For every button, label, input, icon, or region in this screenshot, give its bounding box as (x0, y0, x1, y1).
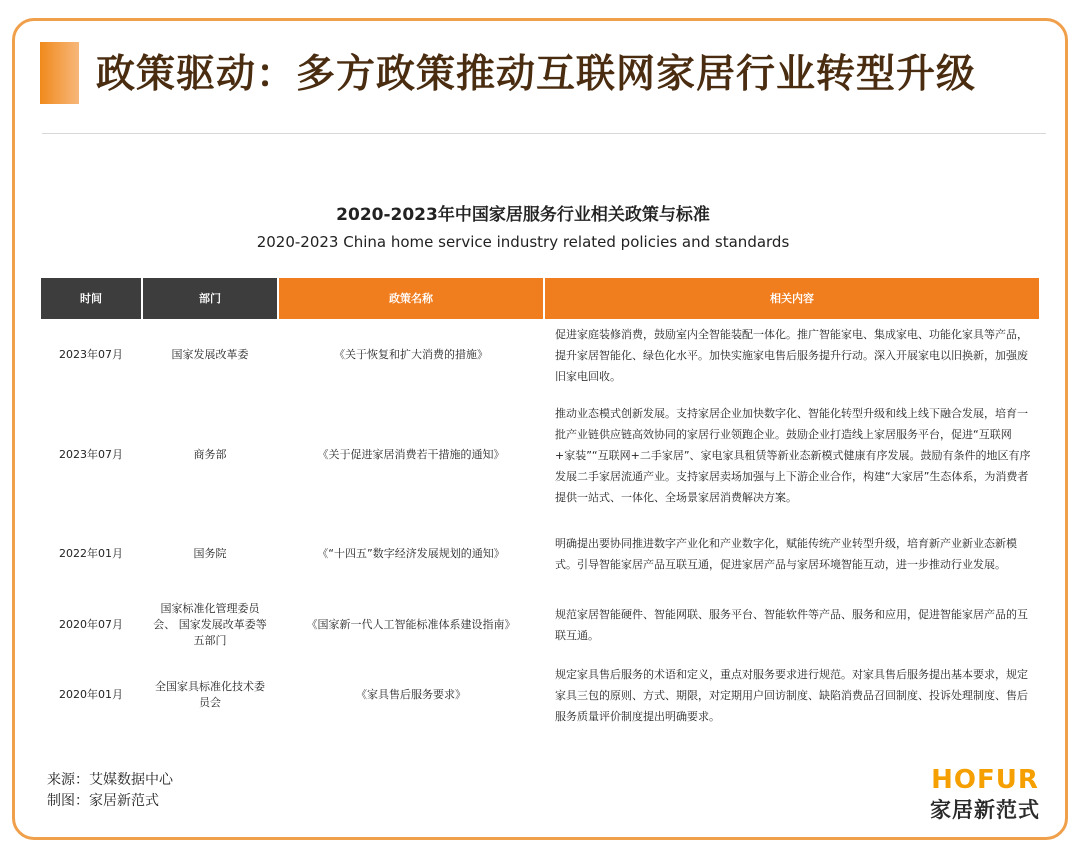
row-content: 规定家具售后服务的术语和定义，重点对服务要求进行规范。对家具售后服务提出基本要求，规定家具三包的原则、方式、期限，对定期用户回访制度、缺陷消费品召回制度、投诉处理制度、售后服务质量评价制度提出明确要求。 (555, 667, 1028, 723)
row-time: 2023年07月 (59, 448, 123, 461)
row-dept: 全国家具标准化技术委员会 (155, 680, 265, 709)
row-time: 2020年07月 (59, 618, 123, 631)
chart-maker-label: 制图：家居新范式 (47, 793, 159, 809)
row-policy-name: 《关于恢复和扩大消费的措施》 (334, 348, 488, 361)
column-header-policy-name: 政策名称 (279, 278, 543, 319)
table-row (41, 663, 1039, 727)
row-time: 2022年01月 (59, 547, 123, 560)
row-dept: 国家发展改革委 (171, 348, 249, 361)
brand-logo-en: HOFUR (931, 765, 1039, 795)
row-content: 明确提出要协同推进数字产业化和产业数字化，赋能传统产业转型升级，培育新产业新业态新模式。引导智能家居产品互联互通，促进家居产品与家居环境智能互动，进一步推动行业发展。 (555, 537, 1017, 571)
table-header (41, 278, 1039, 319)
source-note (47, 770, 173, 812)
row-dept: 国务院 (193, 547, 227, 560)
row-content: 推动业态模式创新发展。支持家居企业加快数字化、智能化转型升级和线上线下融合发展，培育一批产业链供应链高效协同的家居行业领跑企业。鼓励企业打造线上家居服务平台，促进“互联网+家装”“互联网+二手家居”、家电家具租赁等新业态新模式健康有序发展。鼓励有条件的地区有序发展二手家居流通产业。支持家居卖场加强与上下游企业合作，构建“大家居”生态体系，为消费者提供一站式、一体化、全场景家居消费解决方案。 (555, 406, 1031, 504)
row-time: 2023年07月 (59, 348, 123, 361)
column-header-content: 相关内容 (545, 278, 1039, 319)
row-policy-name: 《家具售后服务要求》 (356, 688, 466, 701)
title-accent-bar (40, 42, 79, 104)
table-row (41, 322, 1039, 388)
brand-logo-cn: 家居新范式 (930, 798, 1040, 822)
table-title-cn: 2020-2023年中国家居服务行业相关政策与标准 (336, 205, 710, 225)
row-content: 促进家庭装修消费，鼓励室内全智能装配一体化。推广智能家电、集成家电、功能化家具等产品，提升家居智能化、绿色化水平。加快实施家电售后服务提升行动。深入开展家电以旧换新，加强废旧家电回收。 (555, 327, 1028, 383)
row-dept: 国家标准化管理委员会、 国家发展改革委等五部门 (153, 602, 267, 647)
page-title: 政策驱动：多方政策推动互联网家居行业转型升级 (96, 52, 977, 97)
row-dept: 商务部 (193, 448, 227, 461)
title-divider (42, 133, 1046, 134)
row-time: 2020年01月 (59, 688, 123, 701)
row-policy-name: 《国家新一代人工智能标准体系建设指南》 (306, 618, 516, 631)
row-policy-name: 《关于促进家居消费若干措施的通知》 (317, 448, 505, 461)
table-row (41, 402, 1039, 508)
table-title-en: 2020-2023 China home service industry related policies and standards (256, 233, 790, 251)
row-policy-name: 《“十四五”数字经济发展规划的通知》 (317, 547, 505, 560)
column-header-time: 时间 (41, 278, 141, 319)
table-row (41, 524, 1039, 584)
table-row (41, 596, 1039, 654)
source-label: 来源：艾媒数据中心 (47, 772, 173, 788)
column-header-dept: 部门 (143, 278, 277, 319)
row-content: 规范家居智能硬件、智能网联、服务平台、智能软件等产品、服务和应用，促进智能家居产品的互联互通。 (555, 608, 1028, 642)
